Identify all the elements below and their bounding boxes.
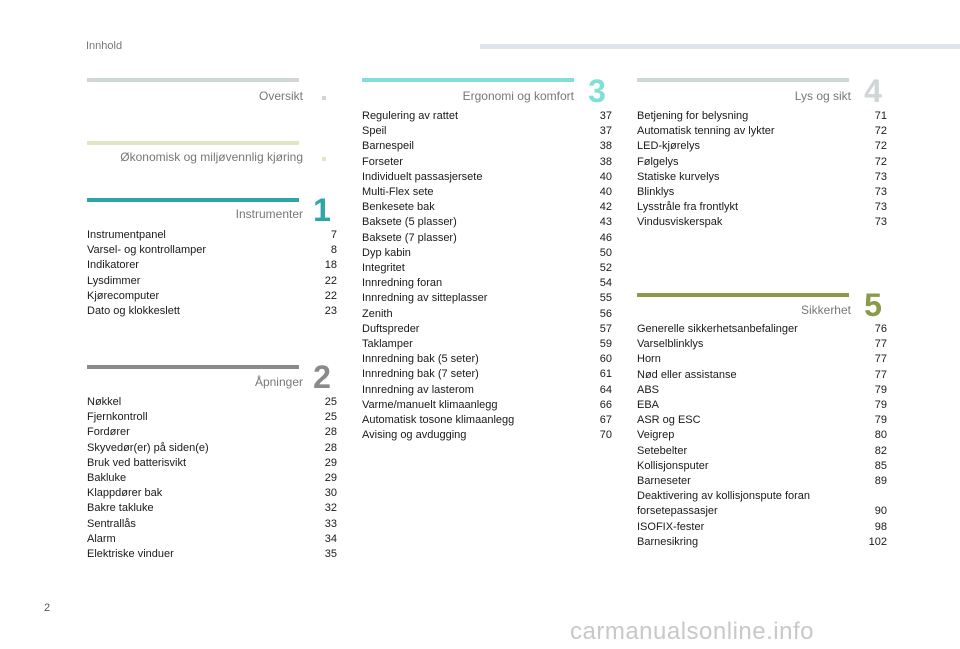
toc-entry[interactable]	[362, 383, 612, 398]
toc-entry-page: 8	[330, 244, 337, 257]
toc-entry-page: 64	[599, 383, 612, 396]
toc-entry-title: Innredning av sitteplasser	[362, 292, 488, 305]
toc-entry[interactable]	[362, 124, 612, 139]
toc-entry[interactable]	[637, 109, 887, 124]
toc-entry-title: ISOFIX-fester	[637, 520, 705, 533]
toc-entry[interactable]	[87, 532, 337, 547]
apninger-title[interactable]: Åpninger	[254, 375, 303, 389]
toc-entry-page: 37	[599, 110, 612, 122]
toc-entry-page: 73	[874, 170, 887, 183]
toc-entry[interactable]	[87, 425, 337, 440]
toc-entry[interactable]	[362, 261, 612, 276]
toc-entry-title: Automatisk tosone klimaanlegg	[362, 414, 515, 427]
toc-entry[interactable]	[362, 352, 612, 367]
toc-entry-page: 28	[324, 426, 337, 439]
toc-entry-title: Nød eller assistanse	[637, 368, 737, 381]
toc-entry-title: Barnespeil	[362, 140, 414, 153]
toc-entry-page: 77	[874, 353, 887, 366]
toc-entry[interactable]	[637, 489, 887, 519]
toc-entry-page: 72	[874, 125, 887, 138]
toc-entry-page: 98	[874, 520, 887, 533]
toc-entry-page: 57	[599, 322, 612, 335]
toc-entry[interactable]	[637, 155, 887, 170]
ergonomi-title[interactable]: Ergonomi og komfort	[462, 89, 574, 103]
toc-entry-title: Horn	[637, 353, 661, 366]
toc-entry-page: 55	[599, 292, 612, 305]
toc-entry-title: Veigrep	[637, 429, 675, 442]
toc-entry-title: Speil	[362, 125, 387, 138]
toc-entry-page: 34	[324, 532, 337, 545]
header-rule	[480, 44, 960, 49]
toc-entry[interactable]	[637, 322, 887, 337]
toc-entry-title: Fordører	[87, 426, 130, 439]
toc-entry-title: Indikatorer	[87, 259, 139, 272]
sikkerhet-title[interactable]: Sikkerhet	[800, 303, 851, 317]
toc-entry-title: Dyp kabin	[362, 246, 411, 259]
toc-entry-page: 77	[874, 368, 887, 381]
toc-entry-title: Baksete (5 plasser)	[362, 216, 457, 229]
sikkerhet-number: 5	[864, 287, 882, 323]
okonomisk-bar	[87, 141, 299, 145]
toc-entry-page: 54	[599, 277, 612, 290]
toc-entry-title: Individuelt passasjersete	[362, 170, 483, 183]
page-number: 2	[44, 602, 51, 614]
toc-entry-title: Barnesikring	[637, 535, 699, 548]
toc-entry-title: Bruk ved batterisvikt	[87, 456, 187, 469]
toc-entry[interactable]	[362, 246, 612, 261]
toc-entry-title: Fjernkontroll	[87, 411, 148, 424]
apninger-bar	[87, 365, 299, 369]
toc-entry-page: 52	[599, 262, 612, 275]
toc-entry-title: Regulering av rattet	[362, 110, 458, 122]
toc-entry[interactable]	[87, 258, 337, 273]
toc-entry[interactable]	[362, 413, 612, 428]
toc-entry[interactable]	[637, 444, 887, 459]
toc-entry-title: Zenith	[362, 307, 393, 320]
toc-entry[interactable]	[87, 471, 337, 486]
toc-entry[interactable]	[637, 337, 887, 352]
toc-entry[interactable]	[362, 276, 612, 291]
toc-entry-title: Bakre takluke	[87, 502, 154, 515]
apninger-list	[87, 395, 337, 562]
toc-entry-page: 79	[874, 414, 887, 427]
toc-entry-title: Varsel- og kontrollamper	[87, 244, 207, 257]
toc-entry-page: 79	[874, 399, 887, 412]
toc-entry[interactable]	[362, 109, 612, 124]
toc-entry-page: 77	[874, 338, 887, 351]
toc-entry[interactable]	[637, 200, 887, 215]
toc-entry-title: Setebelter	[637, 444, 688, 457]
toc-entry-page: 22	[324, 289, 337, 302]
toc-entry[interactable]	[637, 398, 887, 413]
toc-entry-title: Generelle sikkerhetsanbefalinger	[637, 323, 798, 335]
toc-entry-page: 32	[324, 502, 337, 515]
sikkerhet-list	[637, 322, 887, 550]
lys-list	[637, 109, 887, 231]
toc-entry-title: Kollisjonsputer	[637, 459, 709, 472]
toc-entry[interactable]	[637, 124, 887, 139]
toc-entry-page: 25	[324, 411, 337, 424]
toc-entry-title: Nøkkel	[87, 396, 122, 408]
toc-entry-page: 76	[874, 323, 887, 335]
toc-entry-page: 42	[599, 201, 612, 214]
sikkerhet-bar	[637, 293, 849, 297]
toc-entry[interactable]	[87, 410, 337, 425]
toc-entry-page: 40	[599, 186, 612, 199]
toc-entry-title: ASR og ESC	[637, 414, 701, 427]
toc-entry[interactable]	[87, 243, 337, 258]
toc-entry[interactable]	[637, 535, 887, 550]
toc-entry-title: LED-kjørelys	[637, 140, 700, 153]
toc-entry-page: 79	[874, 383, 887, 396]
toc-entry-title: Deaktivering av kollisjonspute foran forsetepassasjer	[637, 490, 811, 518]
toc-entry-title: Instrumentpanel	[87, 229, 166, 241]
toc-entry-title: Blinklys	[637, 186, 675, 199]
toc-entry-page: 29	[324, 472, 337, 485]
toc-entry[interactable]	[637, 413, 887, 428]
toc-entry-title: Betjening for belysning	[637, 110, 749, 122]
toc-entry[interactable]	[362, 307, 612, 322]
lys-bar	[637, 78, 849, 82]
toc-entry[interactable]	[362, 428, 612, 443]
toc-entry-page: 56	[599, 307, 612, 320]
toc-entry-title: Følgelys	[637, 155, 679, 168]
toc-entry-page: 40	[599, 170, 612, 183]
toc-entry[interactable]	[362, 155, 612, 170]
toc-entry-page: 82	[874, 444, 887, 457]
toc-entry-page: 33	[324, 517, 337, 530]
toc-entry-title: Taklamper	[362, 338, 413, 351]
lys-number: 4	[864, 73, 882, 109]
toc-entry[interactable]	[87, 441, 337, 456]
toc-entry-page: 22	[324, 274, 337, 287]
toc-entry-page: 61	[599, 368, 612, 381]
toc-entry[interactable]	[637, 368, 887, 383]
toc-entry-title: ABS	[637, 383, 660, 396]
toc-entry-page: 29	[324, 456, 337, 469]
lys-title[interactable]: Lys og sikt	[794, 89, 851, 103]
oversikt-dot	[322, 96, 326, 100]
toc-entry-title: Skyvedør(er) på siden(e)	[87, 441, 209, 454]
toc-entry-page: 70	[599, 429, 612, 442]
toc-entry[interactable]	[637, 352, 887, 367]
toc-entry-title: Baksete (7 plasser)	[362, 231, 457, 244]
instrumenter-number: 1	[313, 192, 331, 228]
toc-entry-title: Varselblinklys	[637, 338, 704, 351]
toc-entry-title: Integritet	[362, 262, 405, 275]
toc-entry-page: 67	[599, 414, 612, 427]
toc-entry[interactable]	[637, 428, 887, 443]
toc-entry-title: Bakluke	[87, 472, 127, 485]
toc-entry-page: 46	[599, 231, 612, 244]
toc-entry-title: Benkesete bak	[362, 201, 435, 214]
toc-entry[interactable]	[362, 139, 612, 154]
toc-entry[interactable]	[362, 322, 612, 337]
toc-entry[interactable]	[362, 170, 612, 185]
toc-entry-page: 72	[874, 140, 887, 153]
toc-entry-title: Lysstråle fra frontlykt	[637, 201, 739, 214]
oversikt-bar	[87, 78, 299, 82]
toc-entry-page: 37	[599, 125, 612, 138]
toc-entry-title: Automatisk tenning av lykter	[637, 125, 775, 138]
toc-entry[interactable]	[87, 228, 337, 243]
toc-entry[interactable]	[362, 231, 612, 246]
toc-entry-page: 72	[874, 155, 887, 168]
toc-entry[interactable]	[87, 395, 337, 410]
toc-entry-page: 59	[599, 338, 612, 351]
toc-entry-title: Lysdimmer	[87, 274, 141, 287]
ergonomi-bar	[362, 78, 574, 82]
toc-entry-page: 66	[599, 398, 612, 411]
toc-entry-page: 35	[324, 548, 337, 561]
toc-entry-title: EBA	[637, 399, 660, 412]
toc-entry-title: Forseter	[362, 155, 403, 168]
watermark-text: carmanualsonline.info	[570, 618, 814, 645]
instrumenter-title[interactable]: Instrumenter	[235, 207, 303, 221]
toc-entry-page: 89	[874, 475, 887, 488]
toc-entry[interactable]	[87, 501, 337, 516]
toc-entry-page: 85	[874, 459, 887, 472]
toc-entry-title: Statiske kurvelys	[637, 170, 720, 183]
toc-entry-page: 25	[324, 396, 337, 408]
toc-entry[interactable]	[362, 185, 612, 200]
toc-entry[interactable]	[87, 547, 337, 562]
header-label: Innhold	[86, 40, 123, 52]
toc-entry-page: 38	[599, 140, 612, 153]
instrumenter-bar	[87, 198, 299, 202]
toc-entry-title: Vindusviskerspak	[637, 216, 723, 229]
toc-entry-title: Duftspreder	[362, 322, 420, 335]
toc-entry[interactable]	[87, 456, 337, 471]
toc-entry-title: Sentrallås	[87, 517, 136, 530]
okonomisk-dot	[322, 157, 326, 161]
toc-entry-page: 7	[330, 229, 337, 241]
toc-entry-page: 60	[599, 353, 612, 366]
toc-entry-title: Multi-Flex sete	[362, 186, 434, 199]
toc-entry-title: Kjørecomputer	[87, 289, 160, 302]
ergonomi-number: 3	[588, 73, 606, 109]
toc-entry[interactable]	[87, 486, 337, 501]
toc-entry-title: Klappdører bak	[87, 487, 163, 500]
toc-entry-page: 43	[599, 216, 612, 229]
toc-entry[interactable]	[637, 459, 887, 474]
toc-entry[interactable]	[362, 398, 612, 413]
toc-entry-page: 73	[874, 201, 887, 214]
toc-entry[interactable]	[362, 291, 612, 306]
toc-entry-title: Alarm	[87, 532, 116, 545]
toc-entry-page: 18	[324, 259, 337, 272]
toc-entry-page: 90	[874, 505, 887, 518]
toc-entry-page: 38	[599, 155, 612, 168]
toc-entry-page: 28	[324, 441, 337, 454]
toc-entry[interactable]	[637, 139, 887, 154]
toc-entry-page: 71	[874, 110, 887, 122]
toc-entry-page: 73	[874, 216, 887, 229]
toc-entry[interactable]	[637, 383, 887, 398]
toc-entry-title: Varme/manuelt klimaanlegg	[362, 398, 498, 411]
toc-entry-title: Innredning foran	[362, 277, 443, 290]
instrumenter-list	[87, 228, 337, 319]
toc-entry-page: 30	[324, 487, 337, 500]
toc-entry[interactable]	[362, 367, 612, 382]
okonomisk-title[interactable]: Økonomisk og miljøvennlig kjøring	[120, 150, 303, 164]
toc-entry[interactable]	[362, 200, 612, 215]
toc-entry-page: 73	[874, 186, 887, 199]
toc-entry-title: Innredning av lasterom	[362, 383, 474, 396]
toc-entry-page: 50	[599, 246, 612, 259]
apninger-number: 2	[313, 359, 331, 395]
toc-entry-page: 80	[874, 429, 887, 442]
toc-entry-page: 23	[324, 305, 337, 318]
toc-entry[interactable]	[87, 274, 337, 289]
toc-entry-title: Innredning bak (5 seter)	[362, 353, 479, 366]
oversikt-title[interactable]: Oversikt	[258, 89, 303, 103]
toc-entry[interactable]	[362, 215, 612, 230]
toc-entry-title: Elektriske vinduer	[87, 548, 174, 561]
toc-entry[interactable]	[637, 170, 887, 185]
toc-entry-title: Dato og klokkeslett	[87, 305, 180, 318]
toc-entry[interactable]	[637, 185, 887, 200]
ergonomi-list	[362, 109, 612, 443]
toc-entry-title: Avising og avdugging	[362, 429, 467, 442]
toc-entry-page: 102	[868, 535, 887, 548]
toc-entry[interactable]	[87, 517, 337, 532]
toc-entry[interactable]	[637, 215, 887, 230]
toc-entry-title: Innredning bak (7 seter)	[362, 368, 479, 381]
toc-entry[interactable]	[637, 520, 887, 535]
toc-entry[interactable]	[362, 337, 612, 352]
toc-entry-title: Barneseter	[637, 475, 691, 488]
toc-entry[interactable]	[637, 474, 887, 489]
toc-entry[interactable]	[87, 289, 337, 304]
toc-entry[interactable]	[87, 304, 337, 319]
